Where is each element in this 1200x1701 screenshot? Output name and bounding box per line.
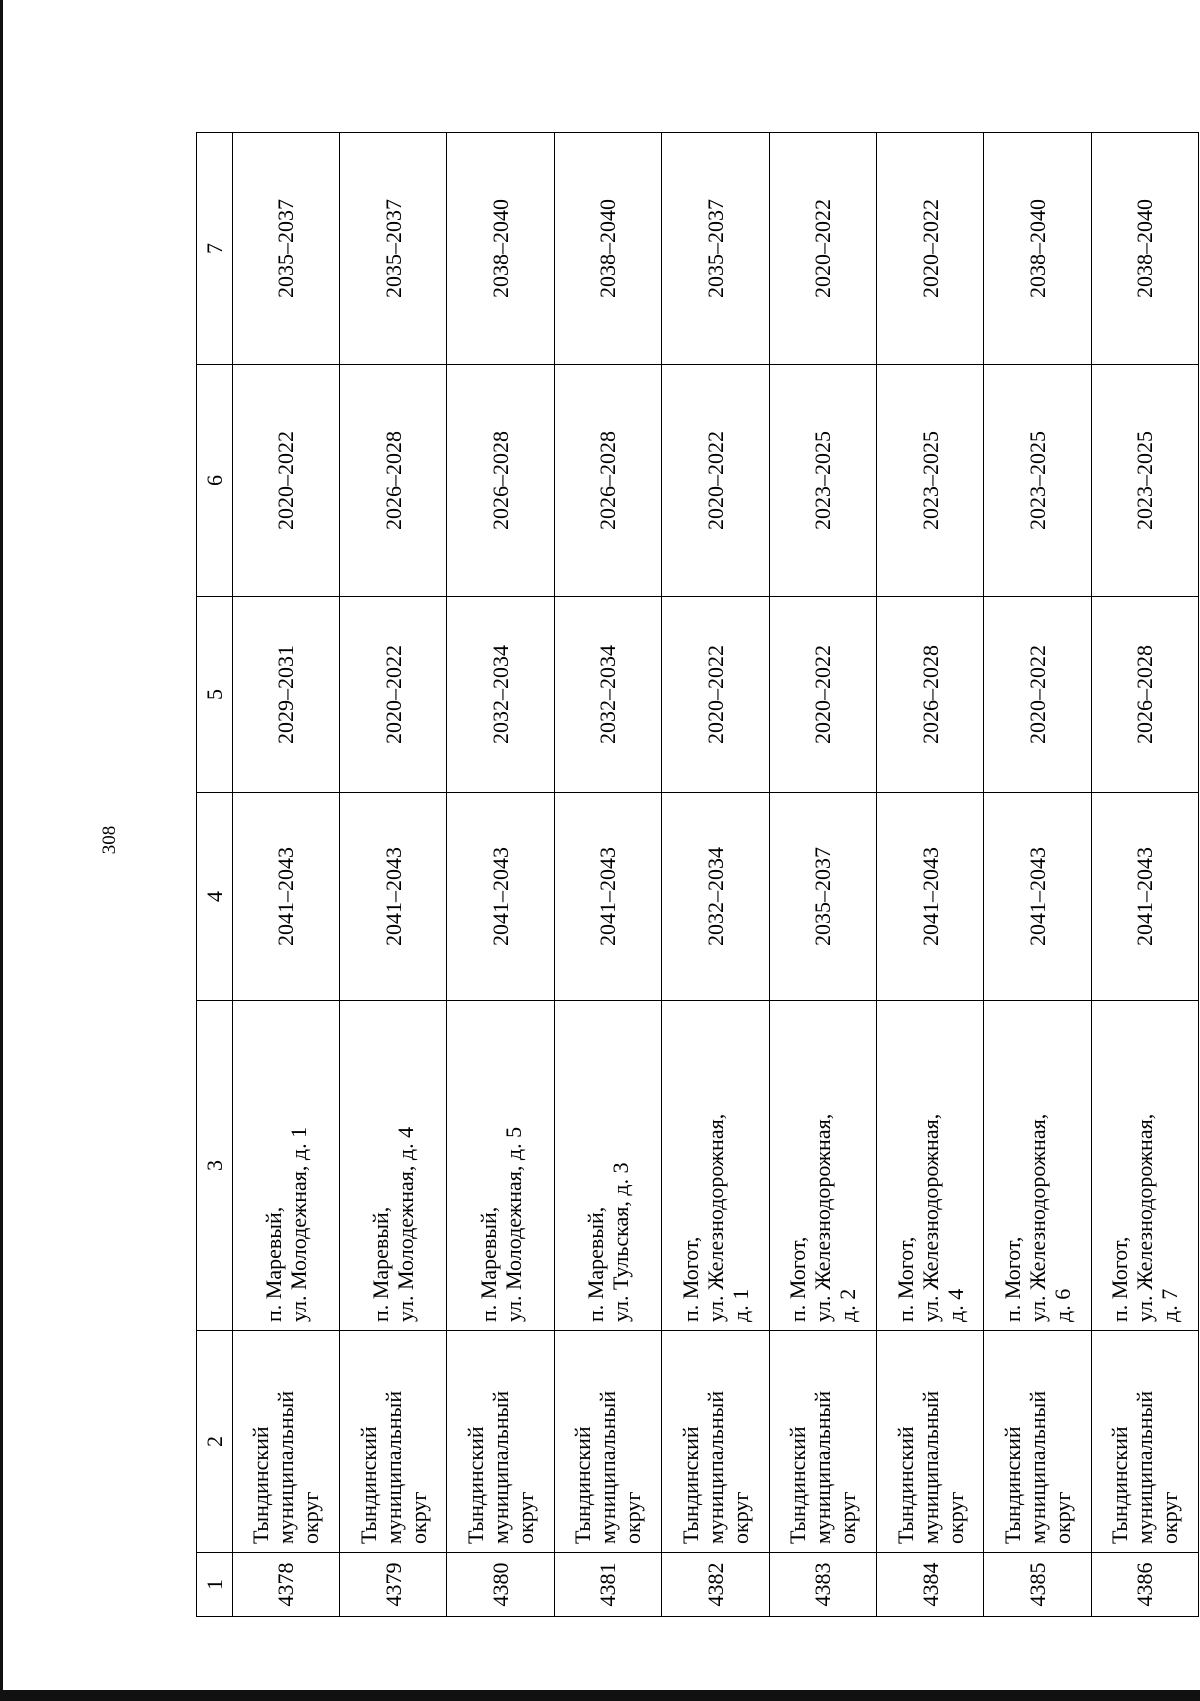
cell-period-6 <box>447 365 554 597</box>
period-value: 2026–2028 <box>1132 645 1158 744</box>
address-line: ул. Молодежная, д. 4 <box>393 1126 419 1322</box>
address-line: д. 6 <box>1049 1288 1075 1322</box>
cell-number <box>340 1553 447 1617</box>
table-row <box>447 133 554 1617</box>
region-line: муниципальный <box>810 1390 836 1544</box>
period-value: 2032–2034 <box>595 645 621 744</box>
period-value: 2026–2028 <box>595 431 621 530</box>
address-line: п. Могот, <box>785 1236 811 1322</box>
cell-period-6 <box>232 365 339 597</box>
cell-period-6 <box>1091 365 1198 597</box>
region-line: Тындинский <box>677 1426 703 1544</box>
period-value: 2041–2043 <box>488 847 514 946</box>
cell-period-7 <box>554 133 661 365</box>
region-line: муниципальный <box>1132 1390 1158 1544</box>
period-value: 2041–2043 <box>273 847 299 946</box>
period-value: 2026–2028 <box>488 431 514 530</box>
region-line: округ <box>513 1491 539 1544</box>
cell-period-7 <box>1091 133 1198 365</box>
period-value: 2041–2043 <box>917 847 943 946</box>
period-value: 2020–2022 <box>1024 645 1050 744</box>
period-value: 2035–2037 <box>702 199 728 298</box>
period-value: 2038–2040 <box>1132 199 1158 298</box>
cell-period-6 <box>340 365 447 597</box>
period-value: 2023–2025 <box>1024 431 1050 530</box>
cell-region <box>232 1331 339 1553</box>
address-line: ул. Молодежная, д. 5 <box>500 1126 526 1322</box>
period-value: 2026–2028 <box>380 431 406 530</box>
period-value: 2020–2022 <box>273 431 299 530</box>
cell-number <box>876 1553 983 1617</box>
cell-region <box>554 1331 661 1553</box>
cell-period-4 <box>554 793 661 1001</box>
address-line: ул. Железнодорожная, <box>917 1113 943 1322</box>
period-value: 2032–2034 <box>488 645 514 744</box>
cell-number <box>1091 1553 1198 1617</box>
address-line: п. Могот, <box>892 1236 918 1322</box>
cell-region <box>1091 1331 1198 1553</box>
cell-address <box>554 1001 661 1331</box>
region-line: муниципальный <box>917 1390 943 1544</box>
period-value: 2035–2037 <box>380 199 406 298</box>
cell-period-5 <box>769 597 876 793</box>
address-line: п. Могот, <box>999 1236 1025 1322</box>
region-line: округ <box>835 1491 861 1544</box>
region-line: муниципальный <box>702 1390 728 1544</box>
region-line: Тындинский <box>248 1426 274 1544</box>
period-value: 2026–2028 <box>917 645 943 744</box>
cell-period-7 <box>769 133 876 365</box>
region-line: округ <box>727 1491 753 1544</box>
address-line: ул. Железнодорожная, <box>702 1113 728 1322</box>
cell-period-6 <box>662 365 769 597</box>
cell-period-7 <box>984 133 1091 365</box>
period-value: 2041–2043 <box>595 847 621 946</box>
period-value: 2038–2040 <box>595 199 621 298</box>
region-line: Тындинский <box>355 1426 381 1544</box>
cell-region <box>876 1331 983 1553</box>
cell-address <box>1091 1001 1198 1331</box>
address-line: п. Маревый, <box>368 1206 394 1322</box>
scan-edge-left <box>0 0 3 1701</box>
region-line: округ <box>1049 1491 1075 1544</box>
cell-number <box>554 1553 661 1617</box>
period-value: 2020–2022 <box>380 645 406 744</box>
region-line: Тындинский <box>999 1426 1025 1544</box>
cell-period-5 <box>662 597 769 793</box>
region-line: муниципальный <box>1024 1390 1050 1544</box>
cell-period-7 <box>340 133 447 365</box>
region-line: округ <box>620 1491 646 1544</box>
cell-period-4 <box>447 793 554 1001</box>
column-header: 2 <box>197 1331 233 1553</box>
address-line: п. Маревый, <box>260 1206 286 1322</box>
cell-address <box>876 1001 983 1331</box>
cell-address <box>447 1001 554 1331</box>
address-line: д. 2 <box>835 1288 861 1322</box>
row-number: 4379 <box>380 1562 406 1607</box>
row-number: 4382 <box>702 1562 728 1607</box>
table-row <box>232 133 339 1617</box>
region-line: Тындинский <box>892 1426 918 1544</box>
table-header-row <box>197 133 233 1617</box>
region-line: Тындинский <box>1107 1426 1133 1544</box>
region-line: муниципальный <box>380 1390 406 1544</box>
region-line: Тындинский <box>463 1426 489 1544</box>
cell-address <box>340 1001 447 1331</box>
period-value: 2020–2022 <box>810 645 836 744</box>
cell-address <box>769 1001 876 1331</box>
period-value: 2023–2025 <box>810 431 836 530</box>
table-row <box>769 133 876 1617</box>
cell-address <box>662 1001 769 1331</box>
address-line: ул. Железнодорожная, <box>810 1113 836 1322</box>
scan-edge-bottom <box>0 1690 1200 1701</box>
table-row <box>554 133 661 1617</box>
row-number: 4380 <box>488 1562 514 1607</box>
cell-number <box>447 1553 554 1617</box>
address-line: ул. Железнодорожная, <box>1024 1113 1050 1322</box>
region-line: Тындинский <box>785 1426 811 1544</box>
page-number: 308 <box>99 825 120 855</box>
period-value: 2023–2025 <box>917 431 943 530</box>
column-header: 5 <box>197 597 233 793</box>
table-row <box>876 133 983 1617</box>
table-row <box>340 133 447 1617</box>
cell-period-4 <box>232 793 339 1001</box>
region-line: округ <box>942 1491 968 1544</box>
address-line: п. Могот, <box>677 1236 703 1322</box>
column-header: 1 <box>197 1553 233 1617</box>
cell-address <box>984 1001 1091 1331</box>
row-number: 4378 <box>273 1562 299 1607</box>
column-header: 3 <box>197 1001 233 1331</box>
rotated-table-wrapper <box>196 133 1199 1617</box>
address-line: п. Маревый, <box>475 1206 501 1322</box>
cell-region <box>984 1331 1091 1553</box>
cell-period-6 <box>554 365 661 597</box>
cell-period-4 <box>662 793 769 1001</box>
cell-period-7 <box>876 133 983 365</box>
region-line: муниципальный <box>273 1390 299 1544</box>
period-value: 2041–2043 <box>380 847 406 946</box>
row-number: 4386 <box>1132 1562 1158 1607</box>
region-line: муниципальный <box>488 1390 514 1544</box>
period-value: 2032–2034 <box>702 847 728 946</box>
cell-number <box>662 1553 769 1617</box>
cell-period-7 <box>662 133 769 365</box>
period-value: 2041–2043 <box>1024 847 1050 946</box>
region-line: муниципальный <box>595 1390 621 1544</box>
cell-period-5 <box>984 597 1091 793</box>
row-number: 4383 <box>810 1562 836 1607</box>
table-row <box>984 133 1091 1617</box>
region-line: округ <box>1157 1491 1183 1544</box>
data-table <box>196 132 1199 1617</box>
period-value: 2023–2025 <box>1132 431 1158 530</box>
table-row <box>1091 133 1198 1617</box>
column-header: 6 <box>197 365 233 597</box>
region-line: Тындинский <box>570 1426 596 1544</box>
row-number: 4381 <box>595 1562 621 1607</box>
column-header: 7 <box>197 133 233 365</box>
row-number: 4385 <box>1024 1562 1050 1607</box>
cell-period-4 <box>876 793 983 1001</box>
cell-region <box>447 1331 554 1553</box>
period-value: 2035–2037 <box>273 199 299 298</box>
address-line: ул. Тульская, д. 3 <box>607 1162 633 1322</box>
cell-period-6 <box>769 365 876 597</box>
period-value: 2020–2022 <box>702 645 728 744</box>
address-line: п. Могот, <box>1107 1236 1133 1322</box>
cell-period-7 <box>447 133 554 365</box>
period-value: 2029–2031 <box>273 645 299 744</box>
period-value: 2038–2040 <box>1024 199 1050 298</box>
cell-period-5 <box>232 597 339 793</box>
cell-period-4 <box>769 793 876 1001</box>
cell-region <box>769 1331 876 1553</box>
cell-period-5 <box>876 597 983 793</box>
period-value: 2020–2022 <box>917 199 943 298</box>
address-line: д. 4 <box>942 1288 968 1322</box>
cell-number <box>984 1553 1091 1617</box>
address-line: д. 7 <box>1157 1288 1183 1322</box>
address-line: п. Маревый, <box>582 1206 608 1322</box>
cell-period-4 <box>1091 793 1198 1001</box>
region-line: округ <box>405 1491 431 1544</box>
period-value: 2020–2022 <box>702 431 728 530</box>
cell-period-4 <box>984 793 1091 1001</box>
cell-period-4 <box>340 793 447 1001</box>
cell-period-6 <box>876 365 983 597</box>
cell-period-5 <box>554 597 661 793</box>
row-number: 4384 <box>917 1562 943 1607</box>
column-header: 4 <box>197 793 233 1001</box>
cell-period-5 <box>1091 597 1198 793</box>
table-row <box>662 133 769 1617</box>
cell-number <box>769 1553 876 1617</box>
cell-address <box>232 1001 339 1331</box>
address-line: ул. Железнодорожная, <box>1132 1113 1158 1322</box>
period-value: 2038–2040 <box>488 199 514 298</box>
cell-region <box>662 1331 769 1553</box>
period-value: 2020–2022 <box>810 199 836 298</box>
period-value: 2035–2037 <box>810 847 836 946</box>
cell-period-6 <box>984 365 1091 597</box>
region-line: округ <box>298 1491 324 1544</box>
cell-period-5 <box>447 597 554 793</box>
cell-number <box>232 1553 339 1617</box>
cell-region <box>340 1331 447 1553</box>
period-value: 2041–2043 <box>1132 847 1158 946</box>
cell-period-5 <box>340 597 447 793</box>
address-line: д. 1 <box>727 1288 753 1322</box>
cell-period-7 <box>232 133 339 365</box>
address-line: ул. Молодежная, д. 1 <box>285 1126 311 1322</box>
